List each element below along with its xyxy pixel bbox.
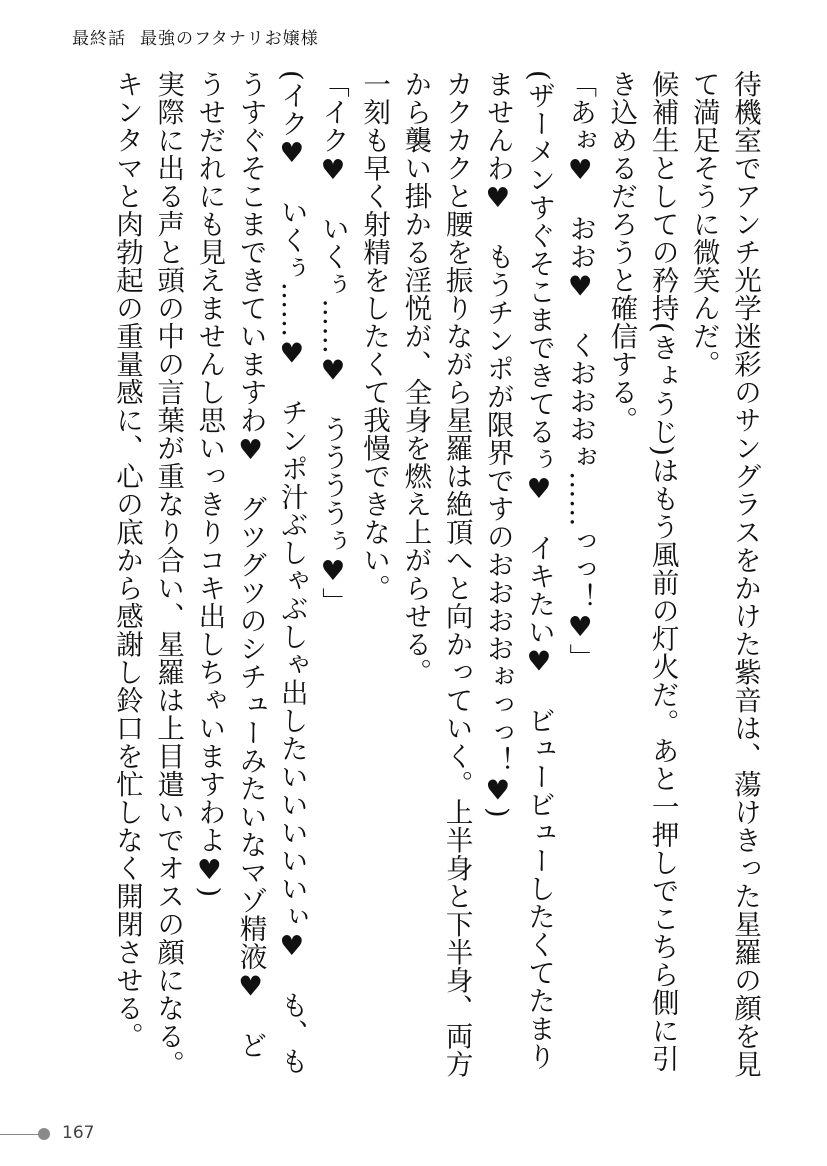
paragraph: 実際に出る声と頭の中の言葉が重なり合い、星羅は上目遣いでオスの顔になる。キンタマと肉勃起の重量感に、心の底から感謝し鈴口を忙しなく開閉させる。	[110, 70, 185, 1078]
dialogue-line: 「あぉ♥ おお♥ くおおおぉ……っっ！♥」	[564, 70, 597, 672]
footer-dot-icon	[38, 1128, 50, 1140]
footer-rule	[0, 1134, 38, 1135]
paragraph: カクカクと腰を振りながら星羅は絶頂へと向かっていく。上半身と下半身、両方から襲い掛かる淫悦が、全身を燃え上がらせる。	[399, 70, 473, 1078]
page-footer	[0, 1120, 200, 1150]
inner-thought: (イク♥ いくぅ……♥ チンポ汁ぶしゃぶしゃ出したいいいいいぃ♥ も、もうすぐそこまできていますわ♥ グツグツのシチューみたいなマゾ精液♥ どうせだれにも見えませんし思いっきりコキ出しちゃいますわよ♥)	[193, 70, 308, 1075]
running-header	[72, 24, 319, 49]
body-text	[106, 70, 765, 1080]
page-number: 167	[62, 1123, 95, 1143]
chapter-label: 最終話	[72, 29, 126, 49]
dialogue-line: 「イク♥ いくぅ……♥ ううううぅ♥」	[316, 70, 349, 616]
inner-thought: (ザーメンすぐそこまできてるぅ♥ イキたい♥ ビュービューしたくてたまりませんわ♥ もうチンポが限界ですのおおおおぉっっ！♥)	[481, 70, 555, 1071]
paragraph: 候補生としての矜持(きょうじ)はもう風前の灯火だ。あと一押しでこちら側に引き込めるだろうと確信する。	[605, 70, 679, 1073]
chapter-title: 最強のフタナリお嬢様	[140, 29, 319, 49]
paragraph: 待機室でアンチ光学迷彩のサングラスをかけた紫音は、蕩けきった星羅の顔を見て満足そうに微笑んだ。	[687, 70, 761, 1078]
paragraph: 一刻も早く射精をしたくて我慢できない。	[358, 70, 391, 602]
